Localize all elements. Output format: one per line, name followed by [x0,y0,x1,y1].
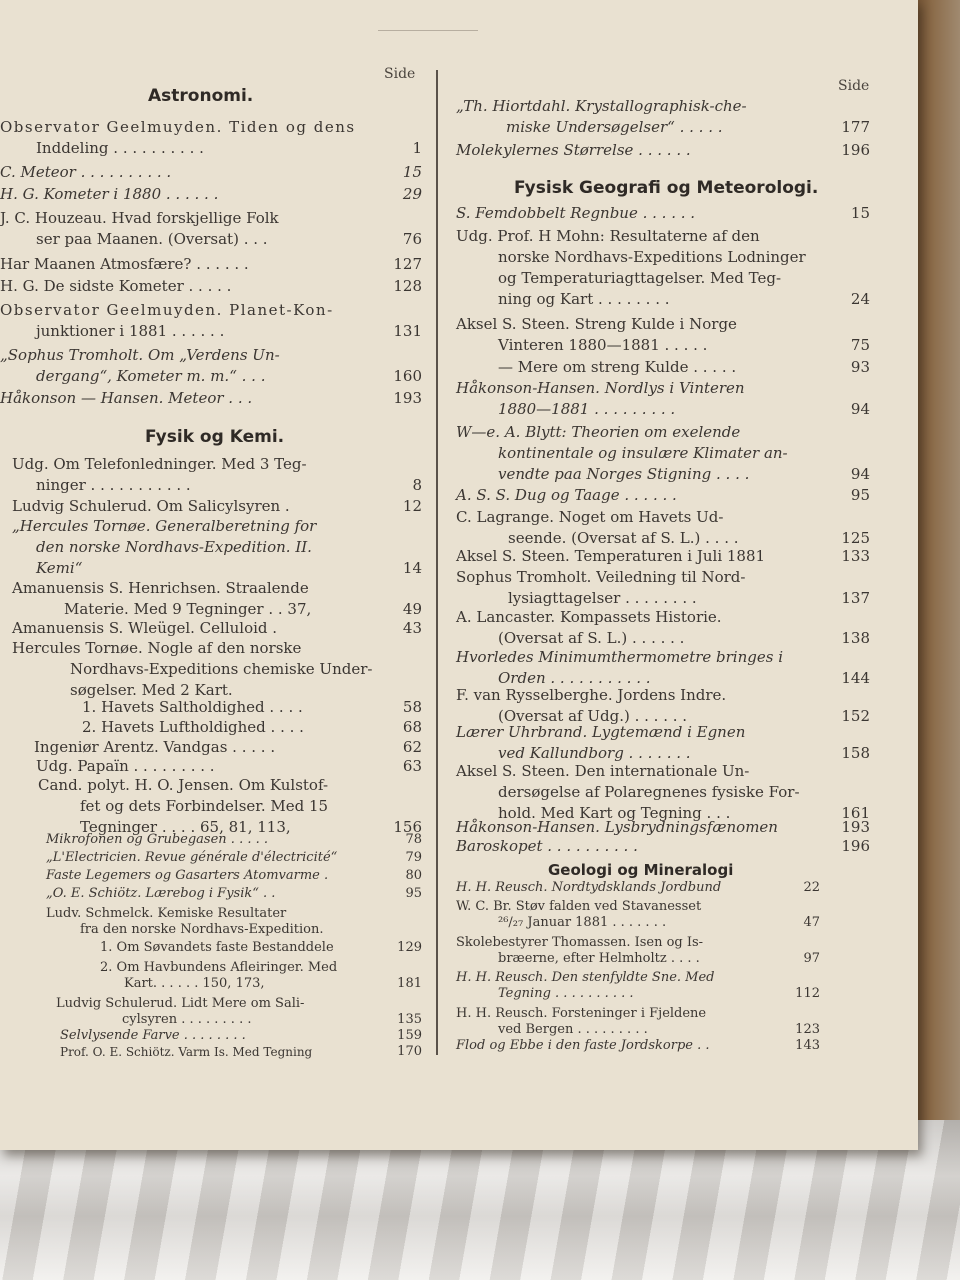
page-number: 79 [405,850,422,865]
toc-entry: Cand. polyt. H. O. Jensen. Om Kulstof- fet og dets Forbindelser. Med 15 Tegninger . . . . 65, 81, 113, 156 [38,776,422,836]
toc-entry: Selvlysende Farve . . . . . . . . 159 [60,1028,422,1043]
page-number: 49 [402,600,422,618]
page-number: 112 [795,986,820,1001]
toc-entry: H. G. Kometer i 1880 . . . . . . 29 [0,185,422,203]
toc-entry: Prof. O. E. Schiötz. Varm Is. Med Tegning 170 [60,1044,422,1059]
toc-entry: — Mere om streng Kulde . . . . . 93 [498,358,870,376]
section-heading-geografi: Fysisk Geografi og Meteorologi. [514,178,819,198]
toc-entry: C. Lagrange. Noget om Havets Ud- seende. (Oversat af S. L.) . . . . 125 [456,508,870,547]
toc-entry: Molekylernes Størrelse . . . . . . 196 [456,141,870,159]
toc-entry: Sophus Tromholt. Veiledning til Nord- lysiagttagelser . . . . . . . . 137 [456,568,870,607]
toc-entry: „L'Electricien. Revue générale d'électricité“ 79 [46,850,422,865]
toc-entry: Hvorledes Minimumthermometre bringes i Orden . . . . . . . . . . . 144 [456,648,870,687]
page-number: 144 [841,669,870,687]
page-number: 177 [841,118,870,136]
toc-entry: Observator Geelmuyden. Planet-Kon- junktioner i 1881 . . . . . . 131 [0,301,422,340]
page-number: 170 [397,1044,422,1059]
toc-entry: Ludvig Schulerud. Om Salicylsyren . 12 [12,497,422,515]
page-number: 128 [393,277,422,295]
page-number: 80 [405,868,422,883]
page-number: 97 [803,951,820,966]
toc-entry: Udg. Om Telefonledninger. Med 3 Teg- ninger . . . . . . . . . . . 8 [12,455,422,494]
page-number: 47 [803,915,820,930]
page-number: 152 [841,707,870,725]
page-number: 127 [393,255,422,273]
page-number: 22 [803,880,820,895]
page-number: 125 [841,529,870,547]
toc-entry: Baroskopet . . . . . . . . . . 196 [456,837,870,855]
toc-entry: Flod og Ebbe i den faste Jordskorpe . . 143 [456,1038,820,1053]
page-number: 129 [397,940,422,955]
page-number: 93 [850,358,870,376]
toc-entry: H. H. Reusch. Nordtydsklands Jordbund 22 [456,880,820,895]
toc-entry: H. H. Reusch. Forsteninger i Fjeldene ved Bergen . . . . . . . . . 123 [456,1006,820,1037]
page-number: 8 [412,476,422,494]
page-number: 76 [402,230,422,248]
page-number: 193 [841,818,870,836]
page-number: 15 [850,204,870,222]
page-number: 94 [850,465,870,483]
page-number: 159 [397,1028,422,1043]
toc-entry: „O. E. Schiötz. Lærebog i Fysik“ . . 95 [46,886,422,901]
toc-entry: Har Maanen Atmosfære? . . . . . . 127 [0,255,422,273]
toc-entry: Skolebestyrer Thomassen. Isen og Is- bræerne, efter Helmholtz . . . . 97 [456,935,820,966]
page-number: 14 [402,559,422,577]
toc-entry: Ludvig Schulerud. Lidt Mere om Sali- cylsyren . . . . . . . . . 135 [56,996,422,1027]
page-number: 12 [402,497,422,515]
page-number: 24 [850,290,870,308]
toc-entry: 1. Om Søvandets faste Bestanddele 129 [100,940,422,955]
page-number: 133 [841,547,870,565]
page-number: 62 [402,738,422,756]
page-number: 94 [850,400,870,418]
page-number: 58 [402,698,422,716]
column-divider [436,70,438,1055]
page-number: 1 [412,139,422,157]
toc-entry: Mikrofonen og Grubegasen . . . . . 78 [46,832,422,847]
toc-entry: Aksel S. Steen. Temperaturen i Juli 1881 133 [456,547,870,565]
toc-entry: Ingeniør Arentz. Vandgas . . . . . 62 [34,738,422,756]
page-number: 193 [393,389,422,407]
page-number: 161 [841,804,870,822]
toc-entry: Aksel S. Steen. Den internationale Un- dersøgelse af Polaregnenes fysiske For- hold. Med Kart og Tegning . . . 161 [456,762,870,822]
page-number: 29 [402,185,422,203]
page-number: 156 [393,818,422,836]
toc-entry: H. G. De sidste Kometer . . . . . 128 [0,277,422,295]
toc-entry: Udg. Papaïn . . . . . . . . . 63 [36,757,422,775]
side-label: Side [384,66,416,82]
page-number: 137 [841,589,870,607]
toc-entry: J. C. Houzeau. Hvad forskjellige Folk ser paa Maanen. (Oversat) . . . 76 [0,209,422,248]
section-heading-astronomi: Astronomi. [148,86,254,106]
toc-entry: Håkonson-Hansen. Lysbrydningsfænomen 193 [456,818,870,836]
toc-entry: Amanuensis S. Wleügel. Celluloid . 43 [12,619,422,637]
page-number: 160 [393,367,422,385]
page-number: 131 [393,322,422,340]
toc-entry: Observator Geelmuyden. Tiden og dens Inddeling . . . . . . . . . . 1 [0,118,422,157]
page-number: 15 [402,163,422,181]
page-number: 143 [795,1038,820,1053]
toc-entry: Håkonson — Hansen. Meteor . . . 193 [0,389,422,407]
toc-entry: 2. Havets Luftholdighed . . . . 68 [82,718,422,736]
toc-entry: 2. Om Havbundens Afleiringer. Med Kart. . . . . . 150, 173, 181 [100,960,422,991]
toc-entry: „Hercules Tornøe. Generalberetning for den norske Nordhavs-Expedition. II. Kemi“ 14 [12,517,422,577]
toc-entry: C. Meteor . . . . . . . . . . 15 [0,163,422,181]
side-label: Side [838,78,870,94]
page-number: 78 [405,832,422,847]
toc-entry: 1. Havets Saltholdighed . . . . 58 [82,698,422,716]
toc-entry: Aksel S. Steen. Streng Kulde i Norge Vinteren 1880—1881 . . . . . 75 [456,315,870,354]
toc-entry: „Sophus Tromholt. Om „Verdens Un- dergang“, Kometer m. m.“ . . . 160 [0,346,422,385]
top-rule [378,30,478,31]
page-number: 43 [402,619,422,637]
page-number: 181 [397,976,422,991]
page-number: 138 [841,629,870,647]
toc-entry: Hercules Tornøe. Nogle af den norske Nordhavs-Expeditions chemiske Under- søgelser. Med 2 Kart. [12,639,373,699]
page-number: 158 [841,744,870,762]
section-heading-geologi: Geologi og Mineralogi [548,861,734,879]
page-number: 95 [405,886,422,901]
page-number: 196 [841,141,870,159]
section-heading-fysik: Fysik og Kemi. [145,427,285,447]
book-edge [912,0,960,1120]
toc-entry: Udg. Prof. H Mohn: Resultaterne af den norske Nordhavs-Expeditions Lodninger og Temperaturiagttagelser. Med Teg- ning og Kart . . . . . . . . 24 [456,227,870,308]
toc-entry: H. H. Reusch. Den stenfyldte Sne. Med Tegning . . . . . . . . . . 112 [456,970,820,1001]
toc-entry: „Th. Hiortdahl. Krystallographisk-che- miske Undersøgelser“ . . . . . 177 [456,97,870,136]
toc-entry: W—e. A. Blytt: Theorien om exelende kontinentale og insulære Klimater an- vendte paa Norges Stigning . . . . 94 [456,423,870,483]
toc-entry: Lærer Uhrbrand. Lygtemænd i Egnen ved Kallundborg . . . . . . . 158 [456,723,870,762]
toc-entry: W. C. Br. Støv falden ved Stavanesset ²⁶/₂₇ Januar 1881 . . . . . . . 47 [456,899,820,930]
page-number: 68 [402,718,422,736]
toc-entry: Amanuensis S. Henrichsen. Straalende Materie. Med 9 Tegninger . . 37, 49 [12,579,422,618]
page-number: 135 [397,1012,422,1027]
toc-entry: F. van Rysselberghe. Jordens Indre. (Oversat af Udg.) . . . . . . 152 [456,686,870,725]
page-number: 196 [841,837,870,855]
toc-entry: Håkonson-Hansen. Nordlys i Vinteren 1880—1881 . . . . . . . . . 94 [456,379,870,418]
page-number: 75 [850,336,870,354]
page-number: 95 [850,486,870,504]
page-number: 123 [795,1022,820,1037]
toc-entry: Faste Legemers og Gasarters Atomvarme . 80 [46,868,422,883]
toc-entry: Ludv. Schmelck. Kemiske Resultater fra den norske Nordhavs-Expedition. [46,906,324,937]
toc-entry: A. S. S. Dug og Taage . . . . . . 95 [456,486,870,504]
toc-entry: S. Femdobbelt Regnbue . . . . . . 15 [456,204,870,222]
toc-entry: A. Lancaster. Kompassets Historie. (Oversat af S. L.) . . . . . . 138 [456,608,870,647]
page-number: 63 [402,757,422,775]
